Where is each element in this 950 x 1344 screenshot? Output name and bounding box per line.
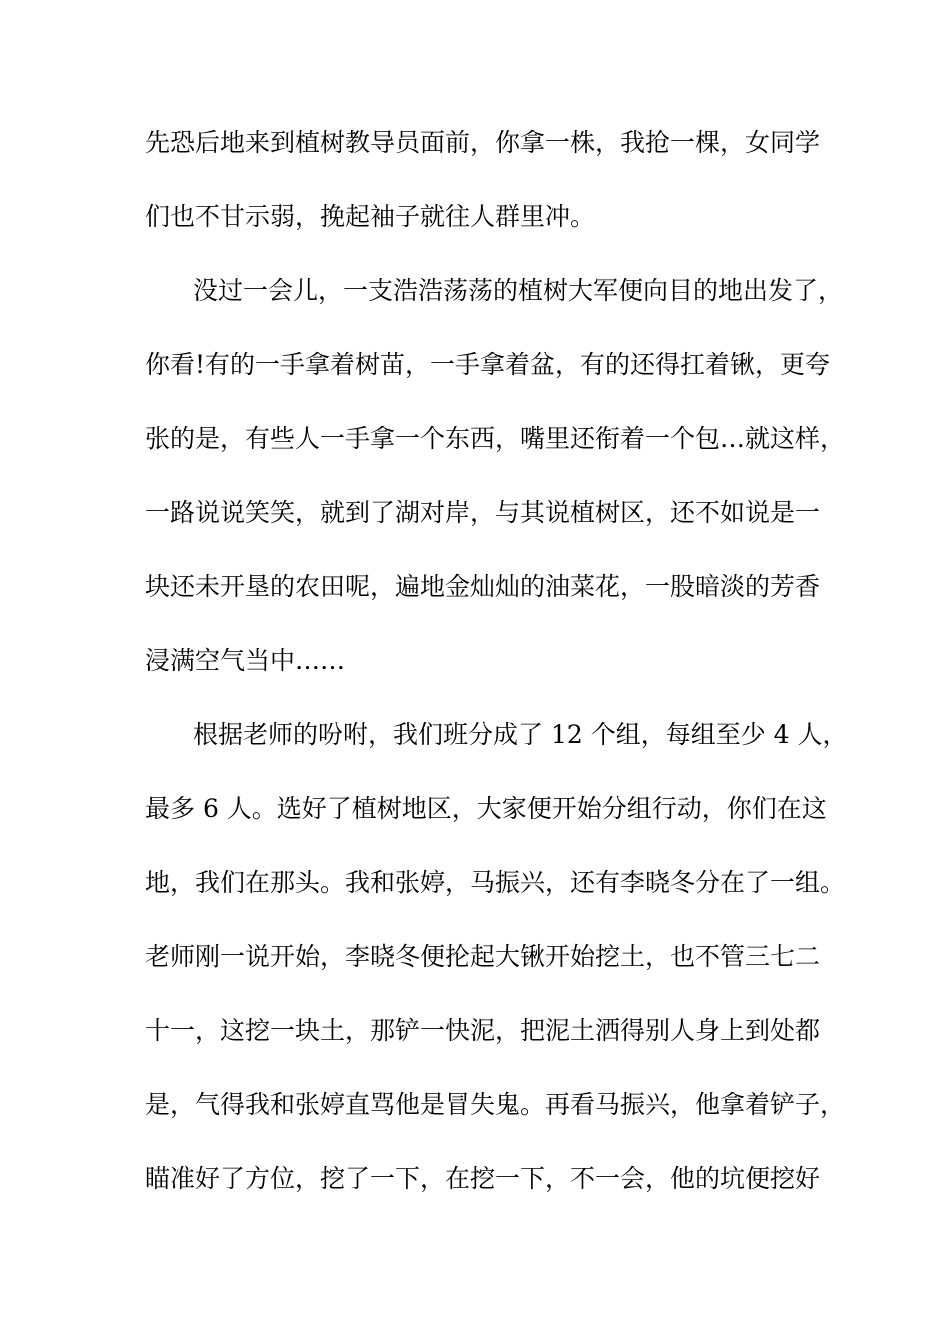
text-line-7: 块还未开垦的农田呢，遍地金灿灿的油菜花，一股暗淡的芳香 — [145, 572, 821, 601]
text-line-8: 浸满空气当中…… — [145, 646, 346, 675]
text-line-15: 瞄准好了方位，挖了一下，在挖一下，不一会，他的坑便挖好 — [145, 1164, 821, 1193]
text-line-6: 一路说说笑笑，就到了湖对岸，与其说植树区，还不如说是一 — [145, 498, 821, 527]
text-line-11: 地，我们在那头。我和张婷，马振兴，还有李晓冬分在了一组。 — [145, 868, 846, 897]
text-line-3-paragraph-start: 没过一会儿，一支浩浩荡荡的植树大军便向目的地出发了， — [193, 276, 844, 305]
text-line-10: 最多 6 人。选好了植树地区，大家便开始分组行动，你们在这 — [145, 794, 827, 823]
text-line-14: 是，气得我和张婷直骂他是冒失鬼。再看马振兴，他拿着铲子， — [145, 1090, 846, 1119]
text-line-1: 先恐后地来到植树教导员面前，你拿一株，我抢一棵，女同学 — [145, 128, 821, 157]
text-line-12: 老师刚一说开始，李晓冬便抡起大锹开始挖土，也不管三七二 — [145, 942, 821, 971]
text-line-4: 你看!有的一手拿着树苗，一手拿着盆，有的还得扛着锹，更夸 — [145, 350, 831, 379]
essay-text — [145, 128, 848, 1238]
text-line-5: 张的是，有些人一手拿一个东西，嘴里还衔着一个包…就这样， — [145, 424, 846, 453]
text-line-9-paragraph-start: 根据老师的吩咐，我们班分成了 12 个组，每组至少 4 人， — [193, 720, 848, 749]
text-line-2: 们也不甘示弱，挽起袖子就往人群里冲。 — [145, 202, 596, 231]
text-line-13: 十一，这挖一块土，那铲一快泥，把泥土洒得别人身上到处都 — [145, 1016, 821, 1045]
